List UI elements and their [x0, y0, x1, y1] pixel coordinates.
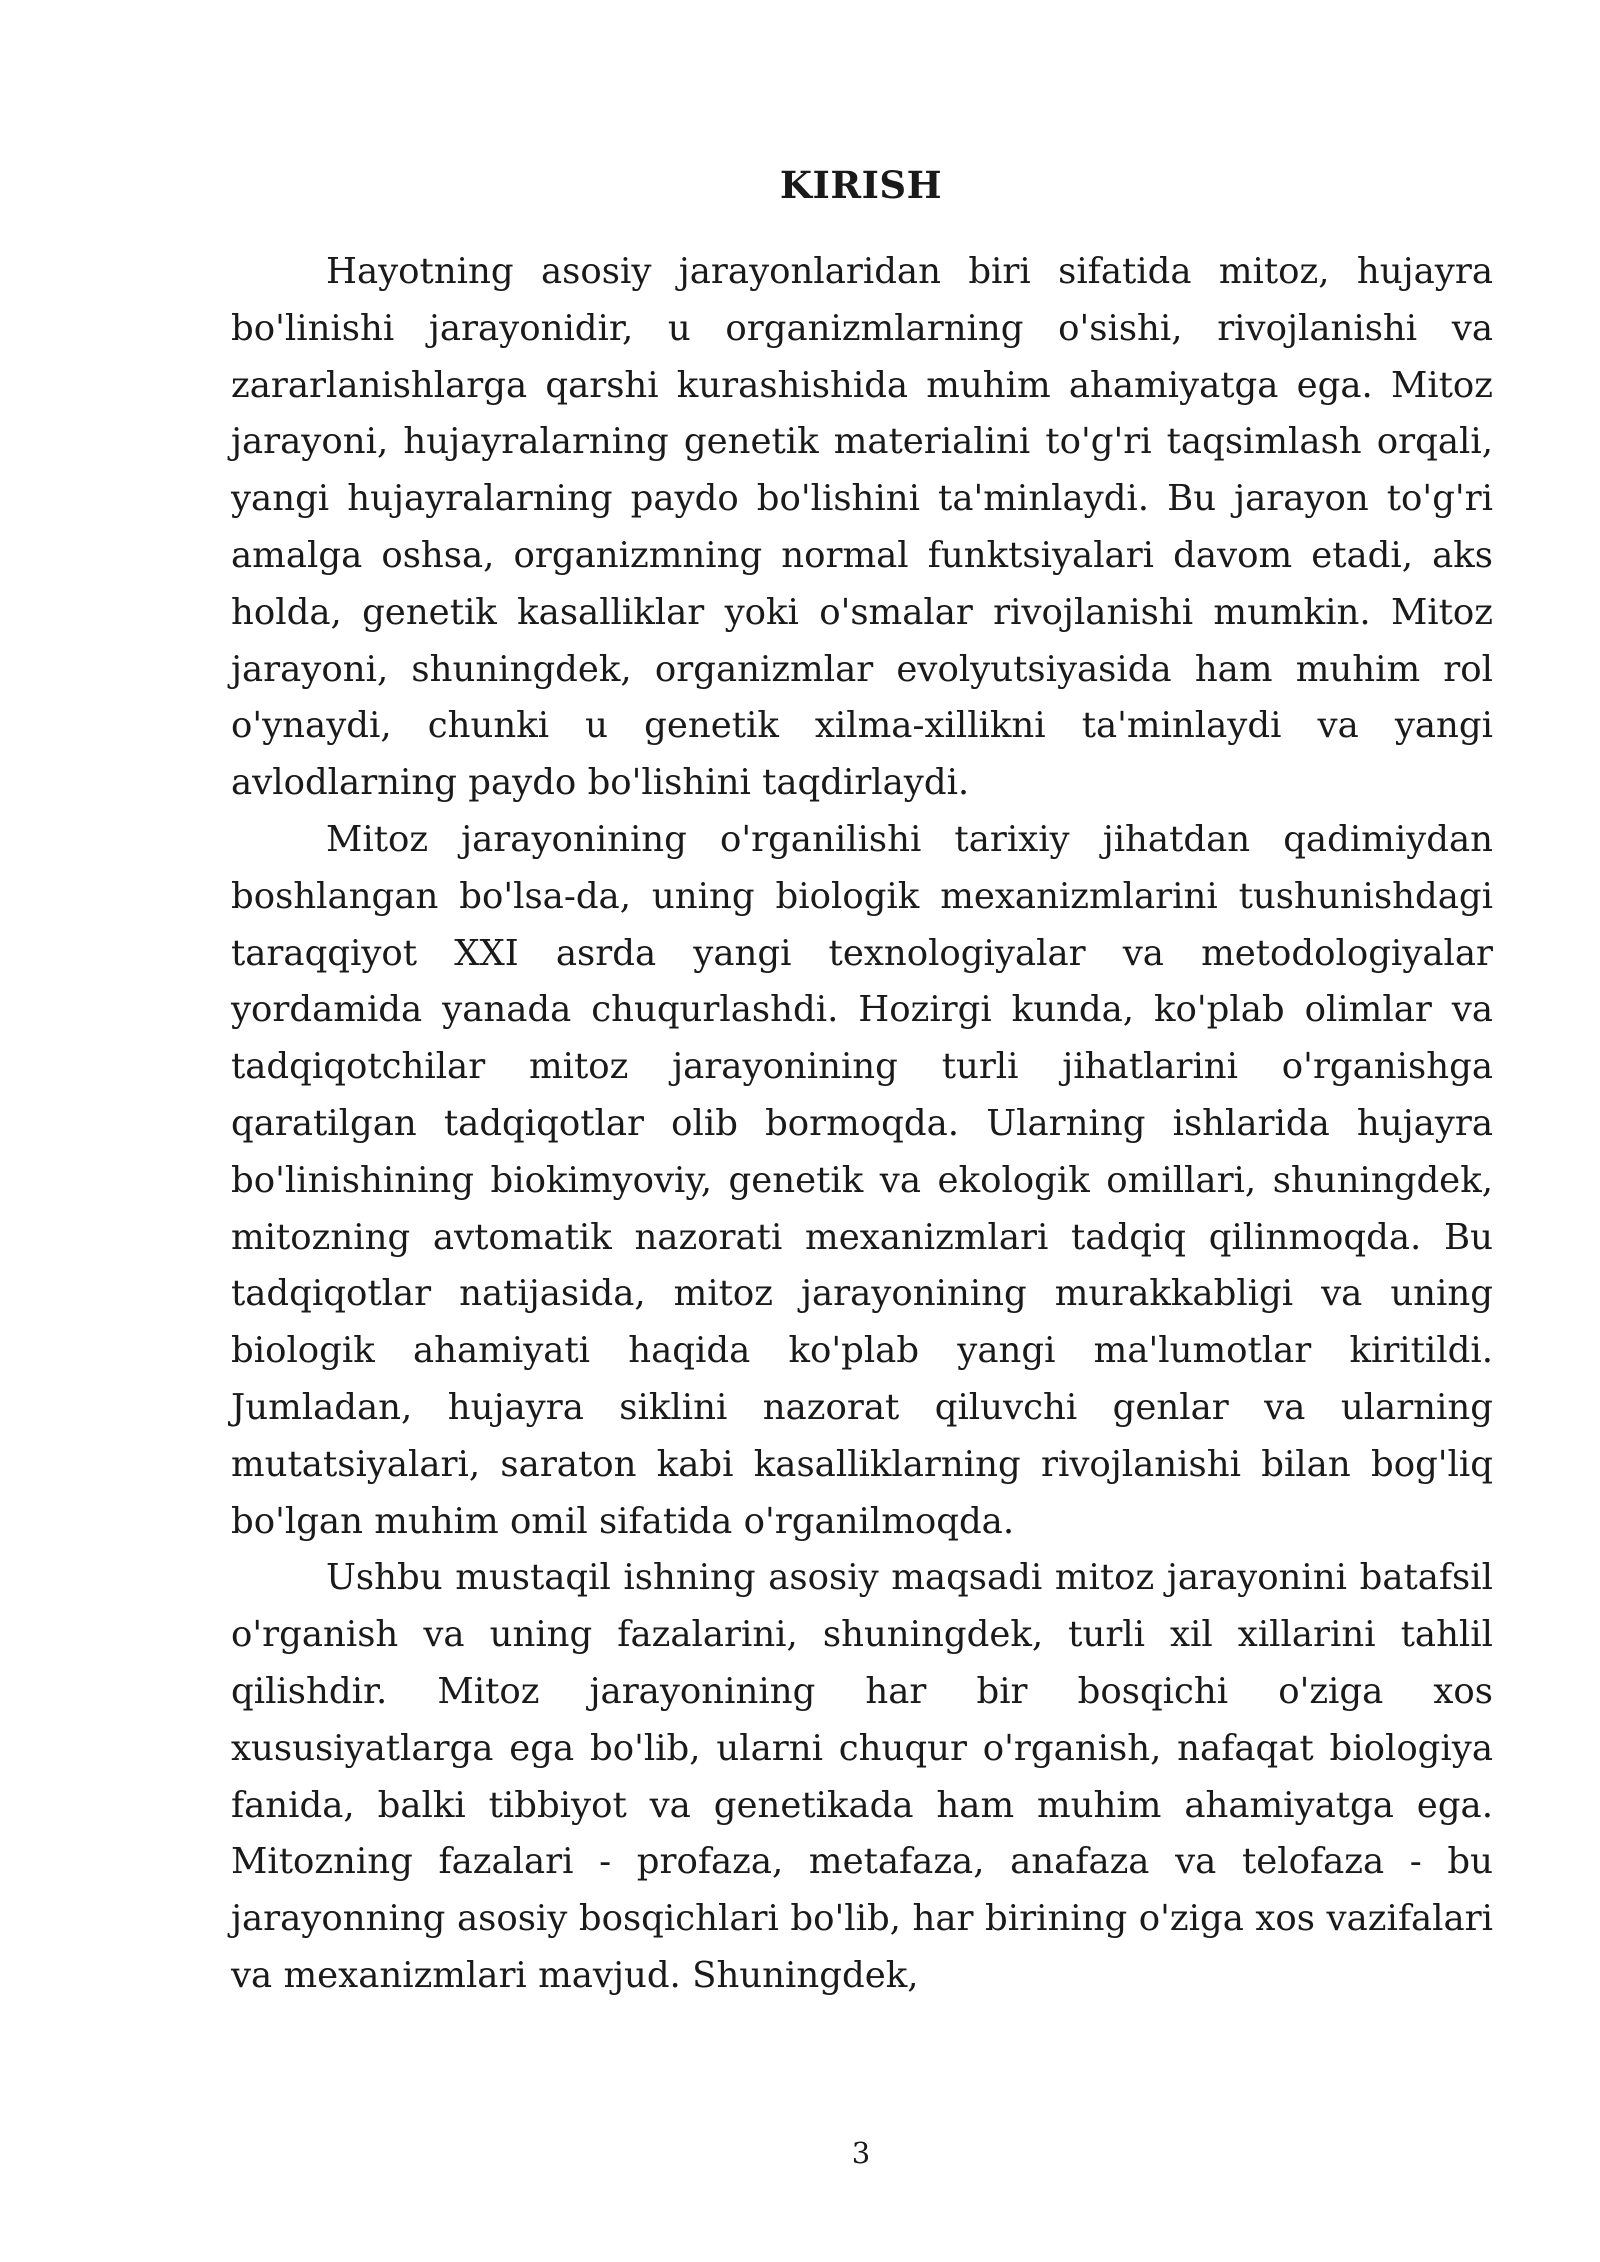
paragraph-3: Ushbu mustaqil ishning asosiy maqsadi mitoz jarayonini batafsil o'rganish va uning fazalarini, shuningdek, turli xil xillarini tahlil qilishdir. Mitoz jarayonining har bir bosqichi o'ziga xos xususiyatlarga ega bo'lib, ularni chuqur o'rganish, nafaqat biologiya fanida, balki tibbiyot va genetikada ham muhim ahamiyatga ega. Mitozning fazalari - profaza, metafaza, anafaza va telofaza - bu jarayonning asosiy bosqichlari bo'lib, har birining o'ziga xos vazifalari va mexanizmlari mavjud. Shuningdek,	[231, 1557, 1493, 1996]
paragraph-2: Mitoz jarayonining o'rganilishi tarixiy jihatdan qadimiydan boshlangan bo'lsa-da, uning biologik mexanizmlarini tushunishdagi taraqqiyot XXI asrda yangi texnologiyalar va metodologiyalar yordamida yanada chuqurlashdi. Hozirgi kunda, ko'plab olimlar va tadqiqotchilar mitoz jarayonining turli jihatlarini o'rganishga qaratilgan tadqiqotlar olib bormoqda. Ularning ishlarida hujayra bo'linishining biokimyoviy, genetik va ekologik omillari, shuningdek, mitozning avtomatik nazorati mexanizmlari tadqiq qilinmoqda. Bu tadqiqotlar natijasida, mitoz jarayonining murakkabligi va uning biologik ahamiyati haqida ko'plab yangi ma'lumotlar kiritildi. Jumladan, hujayra siklini nazorat qiluvchi genlar va ularning mutatsiyalari, saraton kabi kasalliklarning rivojlanishi bilan bog'liq bo'lgan muhim omil sifatida o'rganilmoqda.	[231, 818, 1493, 1542]
page-number: 3	[851, 2136, 871, 2170]
paragraph-1: Hayotning asosiy jarayonlaridan biri sifatida mitoz, hujayra bo'linishi jarayonidir, u organizmlarning o'sishi, rivojlanishi va zararlanishlarga qarshi kurashishida muhim ahamiyatga ega. Mitoz jarayoni, hujayralarning genetik materialini to'g'ri taqsimlash orqali, yangi hujayralarning paydo bo'lishini ta'minlaydi. Bu jarayon to'g'ri amalga oshsa, organizmning normal funktsiyalari davom etadi, aks holda, genetik kasalliklar yoki o'smalar rivojlanishi mumkin. Mitoz jarayoni, shuningdek, organizmlar evolyutsiyasida ham muhim rol o'ynaydi, chunki u genetik xilma-xillikni ta'minlaydi va yangi avlodlarning paydo bo'lishini taqdirlaydi.	[231, 251, 1493, 804]
body-text	[231, 244, 1493, 2005]
section-title: KIRISH	[779, 163, 943, 207]
